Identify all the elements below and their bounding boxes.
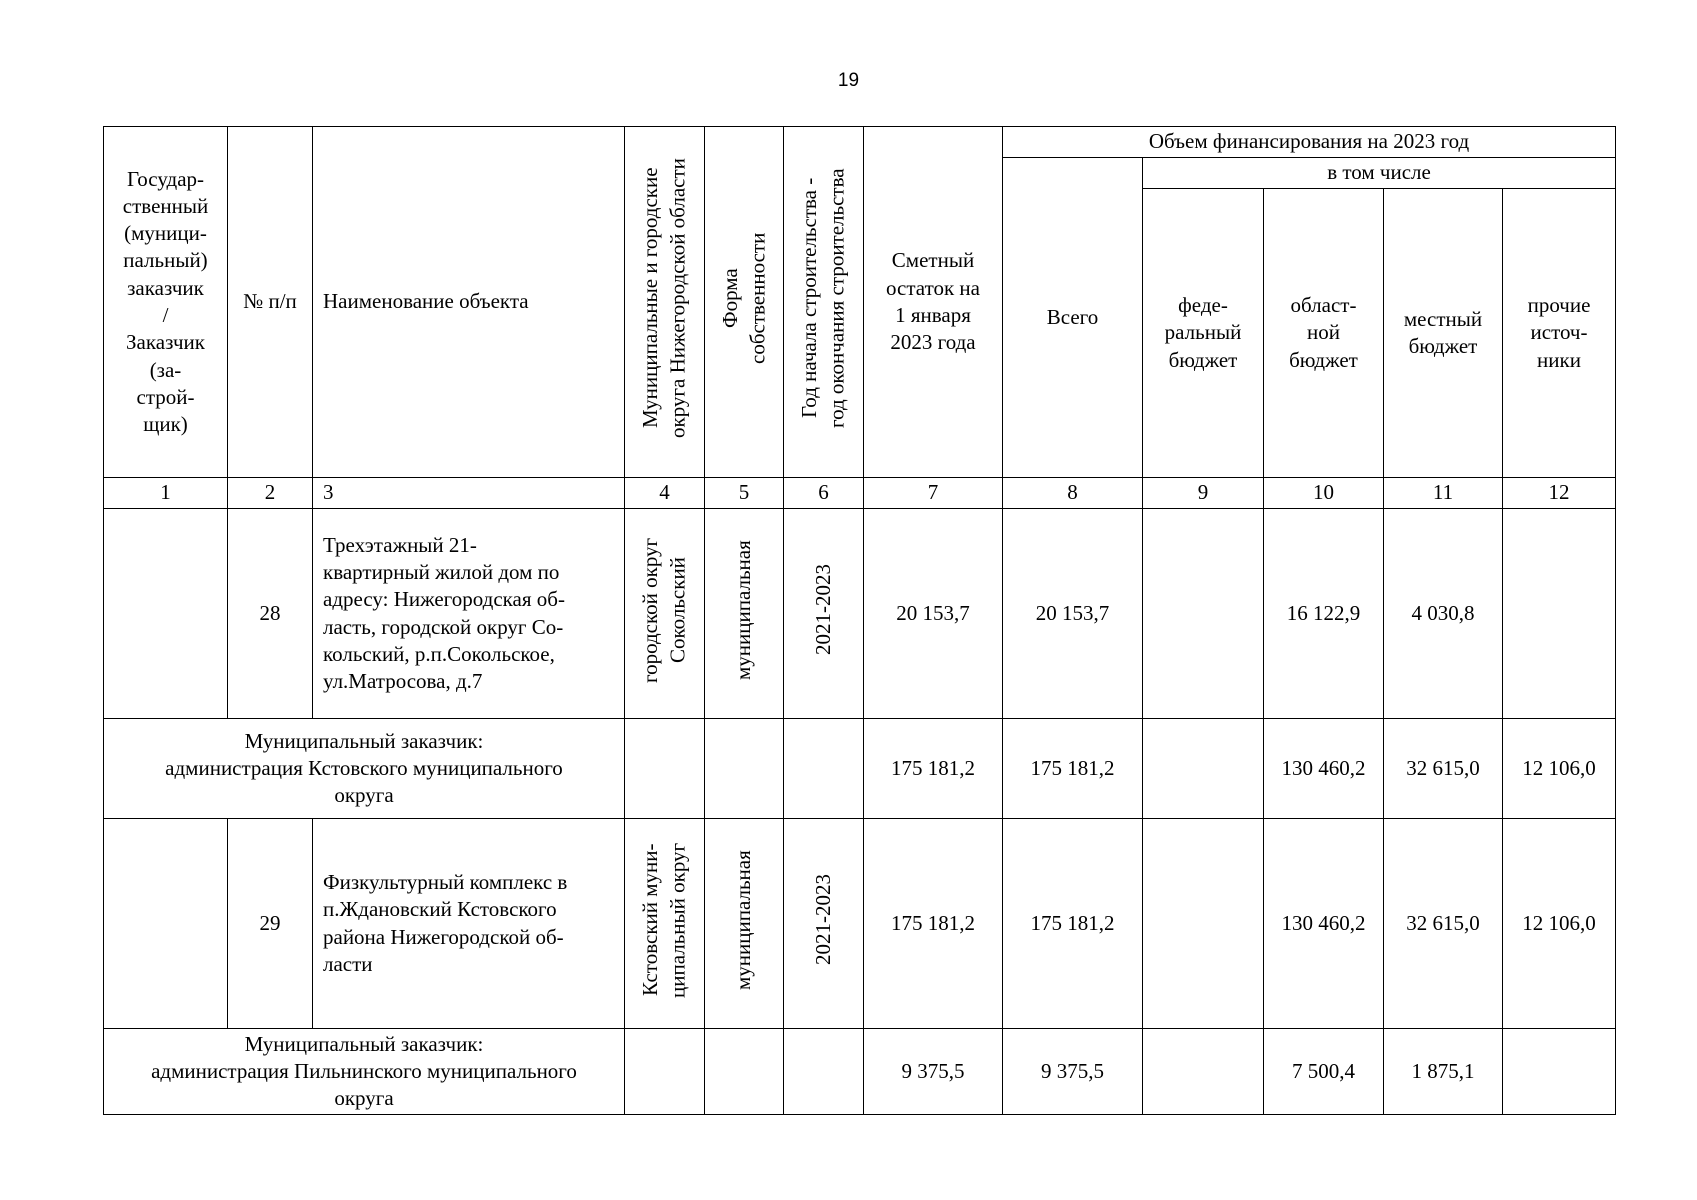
header-ownership-label: Форма собственности bbox=[717, 232, 769, 365]
col-number: 2 bbox=[228, 478, 313, 509]
years-cell bbox=[784, 819, 864, 1029]
estimate-value: 175 181,2 bbox=[864, 719, 1003, 819]
empty-cell bbox=[784, 1029, 864, 1115]
other-value bbox=[1503, 509, 1616, 719]
header-federal: феде- ральный бюджет bbox=[1143, 189, 1264, 478]
header-funding: Объем финансирования на 2023 год bbox=[1003, 127, 1616, 158]
local-value: 1 875,1 bbox=[1384, 1029, 1503, 1115]
item-number: 29 bbox=[228, 819, 313, 1029]
header-other: прочие источ- ники bbox=[1503, 189, 1616, 478]
customer-total-row bbox=[104, 1029, 1616, 1115]
header-customer: Государ- ственный (муници- пальный) заказчик / Заказчик (за- строй- щик) bbox=[104, 127, 228, 478]
ownership-label: муниципальная bbox=[731, 539, 756, 680]
ownership-cell bbox=[705, 819, 784, 1029]
header-municipalities bbox=[625, 127, 705, 478]
estimate-value: 175 181,2 bbox=[864, 819, 1003, 1029]
local-value: 32 615,0 bbox=[1384, 819, 1503, 1029]
estimate-value: 20 153,7 bbox=[864, 509, 1003, 719]
page-number: 19 bbox=[837, 70, 860, 91]
col-number: 3 bbox=[313, 478, 625, 509]
col-number: 12 bbox=[1503, 478, 1616, 509]
header-municipalities-label: Муниципальные и городские округа Нижегородской области bbox=[638, 158, 690, 439]
total-value: 175 181,2 bbox=[1003, 719, 1143, 819]
header-num: № п/п bbox=[228, 127, 313, 478]
regional-value: 130 460,2 bbox=[1264, 819, 1384, 1029]
empty-cell bbox=[705, 719, 784, 819]
total-value: 9 375,5 bbox=[1003, 1029, 1143, 1115]
municipality-label: городской округ Сокольский bbox=[638, 537, 690, 683]
federal-value bbox=[1143, 719, 1264, 819]
years-cell bbox=[784, 509, 864, 719]
col-number: 1 bbox=[104, 478, 228, 509]
customer-label: Муниципальный заказчик: администрация Пильнинского муниципального округа bbox=[104, 1029, 625, 1115]
col-number: 5 bbox=[705, 478, 784, 509]
header-local: местный бюджет bbox=[1384, 189, 1503, 478]
header-ownership bbox=[705, 127, 784, 478]
empty-cell bbox=[625, 1029, 705, 1115]
customer-label: Муниципальный заказчик: администрация Кстовского муниципального округа bbox=[104, 719, 625, 819]
object-name: Физкультурный комплекс в п.Ждановский Кстовского района Нижегородской об- ласти bbox=[313, 819, 625, 1029]
regional-value: 7 500,4 bbox=[1264, 1029, 1384, 1115]
col-number: 7 bbox=[864, 478, 1003, 509]
years-label: 2021-2023 bbox=[810, 874, 835, 966]
regional-value: 16 122,9 bbox=[1264, 509, 1384, 719]
col-number: 4 bbox=[625, 478, 705, 509]
customer-total-row bbox=[104, 719, 1616, 819]
item-number: 28 bbox=[228, 509, 313, 719]
empty-cell bbox=[705, 1029, 784, 1115]
col-number: 10 bbox=[1264, 478, 1384, 509]
total-value: 20 153,7 bbox=[1003, 509, 1143, 719]
other-value: 12 106,0 bbox=[1503, 719, 1616, 819]
other-value bbox=[1503, 1029, 1616, 1115]
header-total: Всего bbox=[1003, 158, 1143, 478]
col-number: 11 bbox=[1384, 478, 1503, 509]
years-label: 2021-2023 bbox=[810, 564, 835, 656]
header-estimate: Сметный остаток на 1 января 2023 года bbox=[864, 127, 1003, 478]
header-regional: област- ной бюджет bbox=[1264, 189, 1384, 478]
federal-value bbox=[1143, 509, 1264, 719]
total-value: 175 181,2 bbox=[1003, 819, 1143, 1029]
col-number: 6 bbox=[784, 478, 864, 509]
ownership-label: муниципальная bbox=[731, 849, 756, 990]
municipality-cell bbox=[625, 509, 705, 719]
estimate-value: 9 375,5 bbox=[864, 1029, 1003, 1115]
customer-cell bbox=[104, 819, 228, 1029]
federal-value bbox=[1143, 819, 1264, 1029]
customer-cell bbox=[104, 509, 228, 719]
header-years-label: Год начала строительства - год окончания строительства bbox=[797, 168, 849, 429]
col-number: 9 bbox=[1143, 478, 1264, 509]
regional-value: 130 460,2 bbox=[1264, 719, 1384, 819]
local-value: 4 030,8 bbox=[1384, 509, 1503, 719]
financing-table bbox=[103, 126, 1616, 1115]
table-row bbox=[104, 819, 1616, 1029]
municipality-label: Кстовский муни- ципальный округ bbox=[638, 842, 690, 998]
ownership-cell bbox=[705, 509, 784, 719]
table-row bbox=[104, 509, 1616, 719]
object-name: Трехэтажный 21- квартирный жилой дом по адресу: Нижегородская об- ласть, городской округ Со- кольский, р.п.Сокольское, ул.Матросова, д.7 bbox=[313, 509, 625, 719]
empty-cell bbox=[784, 719, 864, 819]
column-numbers-row bbox=[104, 478, 1616, 509]
header-years bbox=[784, 127, 864, 478]
municipality-cell bbox=[625, 819, 705, 1029]
empty-cell bbox=[625, 719, 705, 819]
other-value: 12 106,0 bbox=[1503, 819, 1616, 1029]
local-value: 32 615,0 bbox=[1384, 719, 1503, 819]
col-number: 8 bbox=[1003, 478, 1143, 509]
federal-value bbox=[1143, 1029, 1264, 1115]
header-including: в том числе bbox=[1143, 158, 1616, 189]
header-object-name: Наименование объекта bbox=[313, 127, 625, 478]
